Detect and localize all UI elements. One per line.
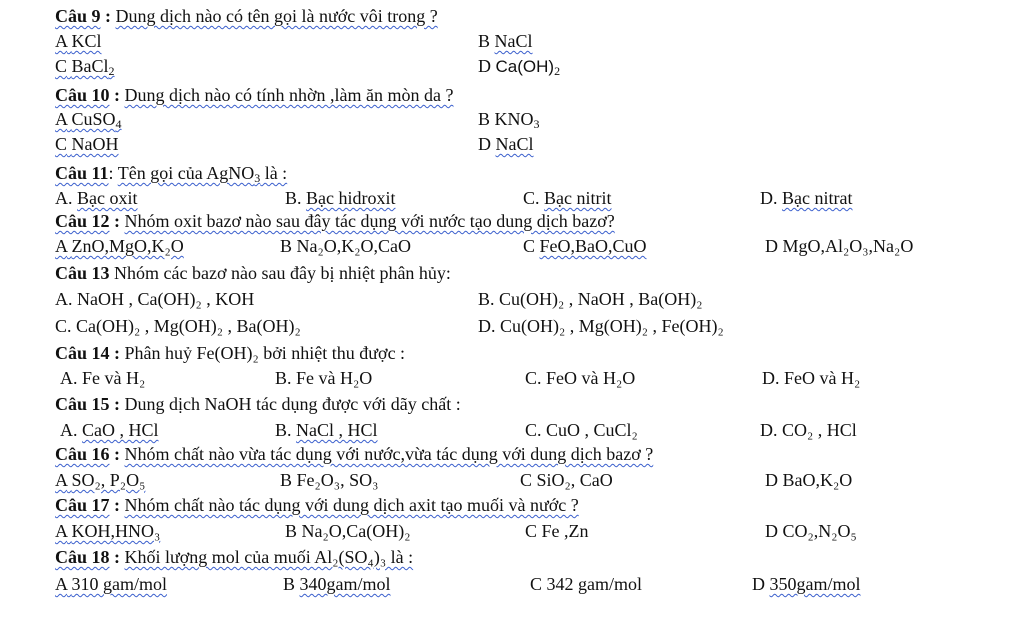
option-c: C 342 gam/mol [530,574,643,594]
question-17: Câu 17 : Nhóm chất nào tác dụng với dung dịch axit tạo muối và nước ? [55,495,579,515]
options-row-q18 [0,571,1024,598]
question-text: Dung dịch NaOH tác dụng được với dãy chất : [124,394,461,414]
option-a: A SO₂, P₂O₅ [55,470,146,490]
options-row-q12 [0,233,1024,260]
question-11: Câu 11: Tên gọi của AgNO$_3$ là : [55,163,288,185]
question-text: Tên gọi của AgNO$_3$ là : [117,163,288,185]
option-a: A CuSO$_4$ [55,109,122,131]
option-a: A ZnO,MgO,K₂O [55,236,184,256]
question-text: Nhóm chất nào tác dụng với dung dịch axit tạo muối và nước ? [124,495,579,515]
question-14: Câu 14 : Phân huỷ Fe(OH)₂ bởi nhiệt thu được : [55,343,406,363]
option-a: A. Bạc oxit [55,188,138,208]
option-d: D NaCl [478,134,534,154]
question-10: Câu 10 : Dung dịch nào có tính nhờn ,làm ăn mòn da ? [55,85,454,105]
question-9: Câu 9 : Dung dịch nào có tên gọi là nước vôi trong ? [55,6,438,26]
option-d: D 350gam/mol [752,574,861,594]
options-row-q10-1 [0,106,1024,133]
option-b: B NaCl [478,31,533,51]
options-row-q16 [0,467,1024,494]
option-c: C. Bạc nitrit [523,188,612,208]
option-d: D BaO,K₂O [765,470,853,490]
option-b: B $KNO_3$ [478,109,540,131]
options-row-q17 [0,518,1024,545]
question-text: Nhóm oxit bazơ nào sau đây tác dụng với nước tạo dung dịch bazơ? [124,211,615,231]
option-c: C Fe ,Zn [525,521,589,541]
options-row-q9-1 [0,28,1024,55]
option-c: C. FeO và H₂O [525,368,636,388]
question-text: Khối lượng mol của muối Al₂(SO₄)₃ là : [124,547,414,567]
option-a: A KCl [55,31,102,51]
option-b: B Na₂O,K₂O,CaO [280,236,412,256]
option-a: A KOH,HNO₃ [55,521,161,541]
options-row-q15 [0,417,1024,444]
option-b: B. NaCl , HCl [275,420,378,440]
question-number: Câu 12 [55,211,110,231]
option-d: D. Bạc nitrat [760,188,853,208]
option-c: C. CuO , CuCl₂ [525,420,638,440]
question-text: Phân huỷ Fe(OH)₂ bởi nhiệt thu được : [124,343,406,363]
question-number: Câu 11 [55,163,109,183]
option-b: B. Bạc hidroxit [285,188,396,208]
option-d: D $Ca(OH)_2$ [478,56,561,78]
question-number: Câu 14 [55,343,110,363]
question-number: Câu 17 [55,495,110,515]
option-b: B 340gam/mol [283,574,391,594]
question-number: Câu 16 [55,444,110,464]
question-number: Câu 13 [55,263,110,283]
question-text: Nhóm chất nào vừa tác dụng với nước,vừa tác dụng với dung dịch bazơ ? [124,444,654,464]
question-text: Dung dịch nào có tính nhờn ,làm ăn mòn da ? [124,85,454,105]
option-a: A. NaOH , Ca(OH)₂ , KOH [55,289,255,309]
option-c: C NaOH [55,134,119,154]
question-number: Câu 9 [55,6,101,26]
option-a: A. Fe và H₂ [60,368,146,388]
option-c: C SiO₂, CaO [520,470,613,490]
options-row-q13-1 [0,286,1024,313]
option-c: C FeO,BaO,CuO [523,236,647,256]
option-c: C. Ca(OH)₂ , Mg(OH)₂ , Ba(OH)₂ [55,316,301,336]
option-d: D CO₂,N₂O₅ [765,521,857,541]
option-d: D MgO,Al₂O₃,Na₂O [765,236,914,256]
question-number: Câu 18 [55,547,110,567]
options-row-q13-2 [0,313,1024,340]
option-b: B. Fe và H₂O [275,368,373,388]
option-c: C BaCl$_2$ [55,56,115,78]
question-number: Câu 10 [55,85,110,105]
option-b: B. Cu(OH)₂ , NaOH , Ba(OH)₂ [478,289,703,309]
question-text: Nhóm các bazơ nào sau đây bị nhiệt phân hủy: [114,263,451,283]
option-d: D. CO₂ , HCl [760,420,857,440]
option-d: D. Cu(OH)₂ , Mg(OH)₂ , Fe(OH)₂ [478,316,724,336]
option-a: A 310 gam/mol [55,574,168,594]
question-number: Câu 15 [55,394,110,414]
question-12: Câu 12 : Nhóm oxit bazơ nào sau đây tác dụng với nước tạo dung dịch bazơ? [55,211,615,231]
option-b: B Fe₂O₃, SO₃ [280,470,379,490]
question-text: Dung dịch nào có tên gọi là nước vôi trong ? [115,6,438,26]
question-18: Câu 18 : Khối lượng mol của muối Al₂(SO₄)₃ là : [55,547,414,567]
question-16: Câu 16 : Nhóm chất nào vừa tác dụng với nước,vừa tác dụng với dung dịch bazơ ? [55,444,654,464]
option-a: A. CaO , HCl [60,420,159,440]
option-b: B Na₂O,Ca(OH)₂ [285,521,411,541]
options-row-q14 [0,365,1024,392]
options-row-q9-2 [0,53,1024,80]
question-13 [0,260,1024,287]
option-d: D. FeO và H₂ [762,368,861,388]
question-15: Câu 15 : Dung dịch NaOH tác dụng được với dãy chất : [55,394,461,414]
options-row-q10-2 [0,131,1024,158]
